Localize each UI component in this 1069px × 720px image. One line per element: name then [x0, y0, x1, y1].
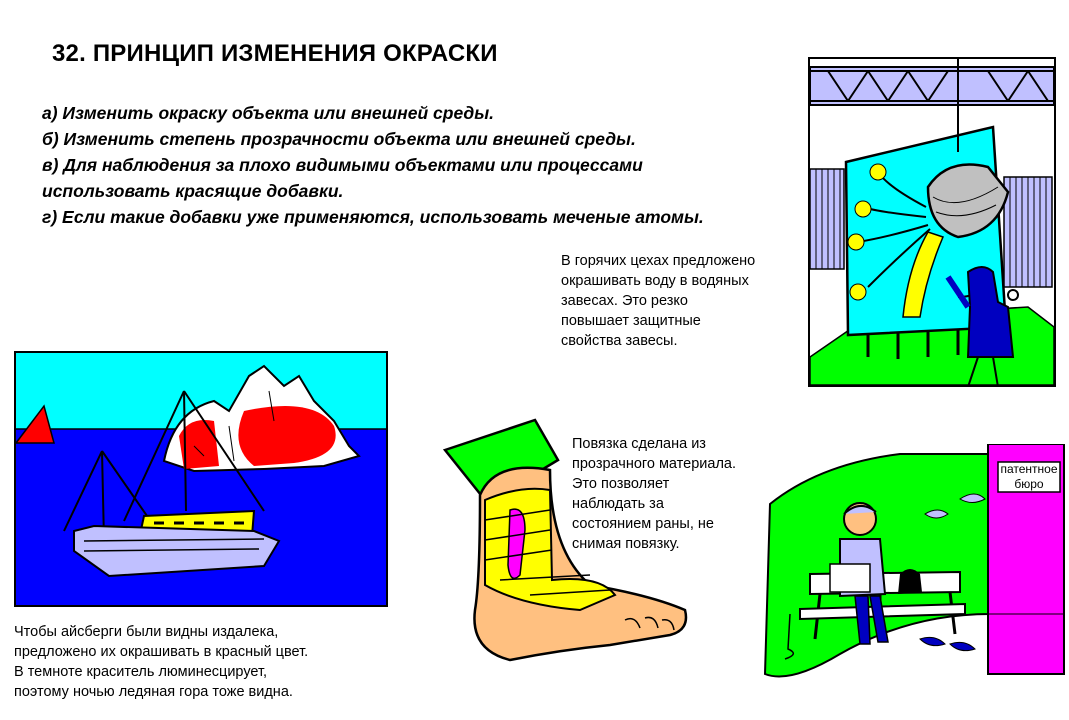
caption-line: предложено их окрашивать в красный цвет.: [14, 644, 309, 660]
iceberg-illustration: [14, 351, 388, 607]
caption-line: окрашивать воду в водяных: [561, 273, 749, 289]
caption-line: Это позволяет: [572, 476, 670, 492]
caption-line: В горячих цехах предложено: [561, 253, 756, 269]
sign-line: бюро: [1014, 477, 1044, 491]
principle-d: г) Если такие добавки уже применяются, использовать меченые атомы.: [42, 207, 704, 227]
principles-list: [42, 100, 704, 230]
caption-line: Чтобы айсберги были видны издалека,: [14, 624, 279, 640]
caption-line: В темноте краситель люминесцирует,: [14, 664, 268, 680]
page-title: 32. ПРИНЦИП ИЗМЕНЕНИЯ ОКРАСКИ: [52, 40, 498, 67]
caption-line: завесах. Это резко: [561, 293, 688, 309]
bandage-caption: [572, 434, 736, 554]
water-curtain-caption: [561, 251, 755, 351]
caption-line: состоянием раны, не: [572, 516, 714, 532]
principle-a: а) Изменить окраску объекта или внешней среды.: [42, 103, 495, 123]
caption-line: прозрачного материала.: [572, 456, 737, 472]
iceberg-caption: [14, 622, 308, 702]
caption-line: повышает защитные: [561, 313, 701, 329]
water-curtain-illustration: [808, 57, 1056, 387]
principle-c: в) Для наблюдения за плохо видимыми объектами или процессами: [42, 155, 643, 175]
caption-line: наблюдать за: [572, 496, 664, 512]
principle-b: б) Изменить степень прозрачности объекта или внешней среды.: [42, 129, 636, 149]
caption-line: свойства завесы.: [561, 333, 678, 349]
principle-c-continued: использовать красящие добавки.: [42, 181, 344, 201]
caption-line: снимая повязку.: [572, 536, 680, 552]
caption-line: поэтому ночью ледяная гора тоже видна.: [14, 684, 293, 700]
sign-line: патентное: [1000, 462, 1058, 476]
caption-line: Повязка сделана из: [572, 436, 706, 452]
patent-office-sign: [998, 462, 1060, 492]
